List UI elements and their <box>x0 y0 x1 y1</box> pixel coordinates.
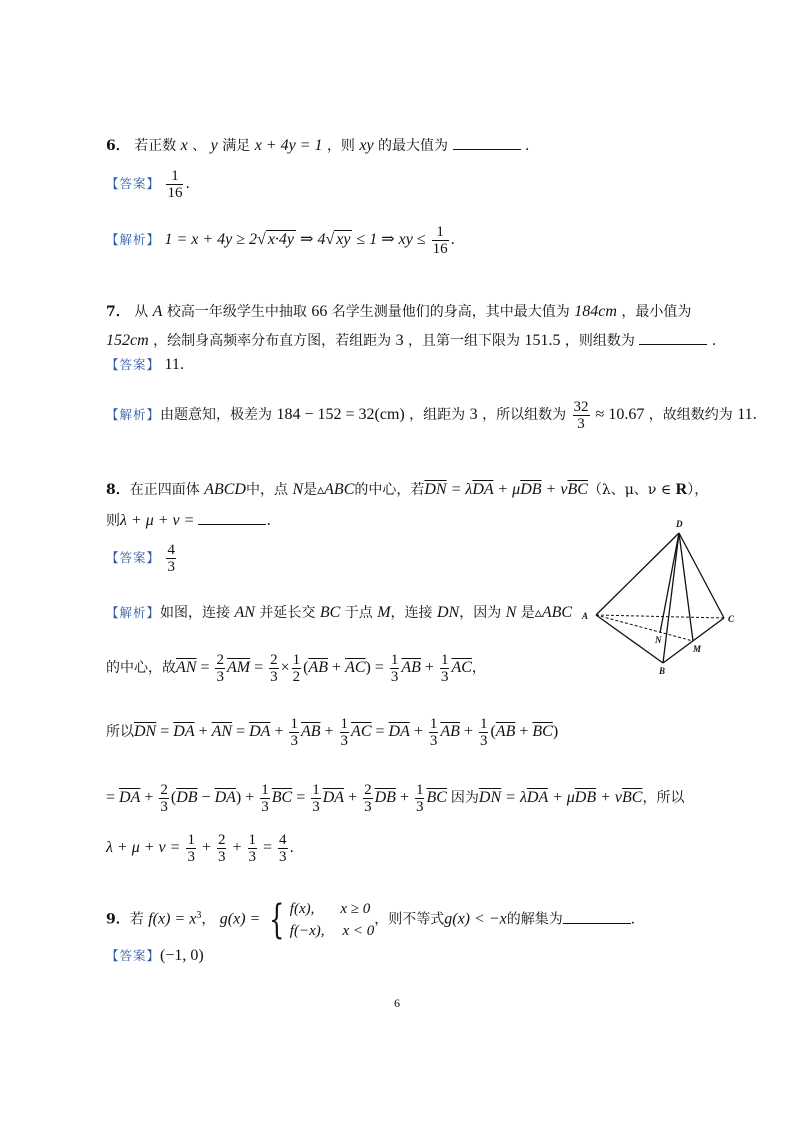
edge-dm <box>679 533 693 641</box>
fraction: $\frac{2}{3}$ <box>216 651 224 685</box>
fraction: $\frac{1}{3}$ <box>187 831 195 865</box>
q8-analysis-line2: 的中心，故$\overline{AN}$ = $\frac{2}{3}$ $\overline{AM}$ = $\frac{2}{3}$ × $\frac{1}{2}$ $(\overline{AB} + \overline{AC})$ = $\frac{1}{3}$ $\overline{AB}$ + $\frac{1}{3}$ $\overline{AC}$， <box>106 651 486 685</box>
fraction: $\frac{2}{3}$ <box>160 781 168 815</box>
edge-bc <box>663 618 724 663</box>
fraction: $\frac{1}{3}$ <box>248 831 257 865</box>
fraction: $\frac{32}{3}$ <box>573 398 589 432</box>
label-n: N <box>655 635 662 645</box>
edge-dn <box>660 533 679 633</box>
q7-stem-line1: 7． 从 A 校高一年级学生中抽取 66 名学生测量他们的身高，其中最大值为 184cm ，最小值为 <box>106 303 692 320</box>
answer-tag: 【答案】 <box>106 357 161 372</box>
q9-number: 9． <box>106 911 130 928</box>
label-b: B <box>659 666 666 676</box>
analysis-tag: 【解析】 <box>106 407 161 422</box>
fraction: $\frac{1}{2}$ <box>292 651 301 685</box>
q8-number: 8． <box>106 482 130 498</box>
label-a: A <box>582 611 589 621</box>
q6-answer-blank <box>453 135 521 150</box>
fraction: $\frac{2}{3}$ <box>270 651 278 685</box>
q6-answer: 【答案】 $\frac{1}{16}$ ． <box>106 167 200 201</box>
fraction: $\frac{4}{3}$ <box>167 541 175 575</box>
fraction: $\frac{1}{3}$ <box>261 781 269 815</box>
q6-number: 6． <box>106 138 130 154</box>
fraction: $\frac{1}{3}$ <box>390 651 399 685</box>
q8-analysis-line1: 【解析】如图，连接 AN 并延长交 BC 于点 M，连接 DN，因为 N 是▵ABC <box>106 604 573 621</box>
tetrahedron-figure <box>578 515 748 680</box>
answer-tag: 【答案】 <box>106 176 161 191</box>
q7-number: 7． <box>106 304 130 320</box>
edge-da <box>596 533 679 615</box>
fraction: $\frac{2}{3}$ <box>364 781 372 815</box>
fraction: $\frac{1}{3}$ <box>340 715 349 749</box>
q9-stem: 9．若 $f(x) = x^3$， g(x) = { f(x), x ≥ 0 f(−x), x < 0 ，则不等式g(x) < −x的解集为 ． <box>106 896 645 943</box>
fraction: $\frac{1}{3}$ <box>415 781 424 815</box>
edge-ab <box>596 615 663 663</box>
piecewise-cases: f(x), x ≥ 0 f(−x), x < 0 <box>289 900 375 939</box>
label-d: D <box>676 519 683 529</box>
edge-dc <box>679 533 724 618</box>
analysis-tag: 【解析】 <box>106 605 161 620</box>
q9-answer-blank <box>563 909 631 924</box>
median-am-hidden <box>596 615 693 641</box>
fraction: $\frac{1}{3}$ <box>440 651 449 685</box>
fraction: $\frac{4}{3}$ <box>279 831 287 865</box>
edge-ac-hidden <box>596 615 724 618</box>
fraction: $\frac{2}{3}$ <box>217 831 226 865</box>
page-number: 6 <box>394 996 400 1010</box>
fraction: $\frac{1}{3}$ <box>429 715 438 749</box>
q6-stem: 6． 若正数 x 、 y 满足 x + 4y = 1 ，则 xy 的最大值为 ． <box>106 137 539 154</box>
q8-stem-line2: 则λ + μ + ν = ． <box>106 512 281 529</box>
q7-stem-line2: 152cm ，绘制身高频率分布直方图，若组距为 3 ，且第一组下限为 151.5 ，则组数为 ． <box>106 332 726 349</box>
q8-analysis-line5: λ + μ + ν = $\frac{1}{3}$ + $\frac{2}{3}$ + $\frac{1}{3}$ = $\frac{4}{3}$ ． <box>106 831 304 865</box>
label-m: M <box>693 644 702 654</box>
edge-db <box>663 533 679 663</box>
q8-analysis-line4: = $\overline{DA}$ + $\frac{2}{3}$ $(\overline{DB} - \overline{DA})$ + $\frac{1}{3}$ $\overline{BC}$ = $\frac{1}{3}$ $\overline{DA}$ + $\frac{2}{3}$ $\overline{DB}$ + $\frac{1}{3}$ $\overline{BC}$ 因为$\overline{DN} = \lambda\overline{DA} + \mu\overline{DB} + \nu\overline{BC}$，所以 <box>106 781 685 815</box>
fraction: $\frac{1}{16}$ <box>167 167 183 201</box>
q7-answer-blank <box>639 330 707 345</box>
answer-tag: 【答案】 <box>106 948 161 963</box>
q8-stem-line1: 8．在正四面体 ABCD中，点 N是▵ABC的中心，若$\overline{DN} = \lambda\overline{DA} + \mu\overline{DB} + \nu\overline{BC}(\lambda$、μ、ν ∈ R）， <box>106 481 709 498</box>
q7-analysis: 【解析】由题意知，极差为 184 − 152 = 32(cm) ，组距为 3 ，所以组数为 $\frac{32}{3}$ ≈ 10.67 ，故组数约为 11． <box>106 398 767 432</box>
fraction: $\frac{1}{16}$ <box>432 223 448 257</box>
label-c: C <box>728 614 735 624</box>
fraction: $\frac{1}{3}$ <box>312 781 320 815</box>
q8-answer <box>106 538 178 578</box>
q6-analysis: 【解析】 1 = x + 4y ≥ 2√ x·4y ⇒ 4√ xy ≤ 1 ⇒ xy ≤ $\frac{1}{16}$ ． <box>106 223 465 257</box>
answer-tag: 【答案】 <box>106 550 161 565</box>
fraction: $\frac{1}{3}$ <box>479 715 488 749</box>
fraction: $\frac{1}{3}$ <box>290 715 298 749</box>
q7-answer: 【答案】 11． <box>106 356 194 373</box>
q9-answer: 【答案】(−1, 0) <box>106 947 204 964</box>
q8-answer-blank <box>198 510 266 525</box>
q8-analysis-line3: 所以$\overline{DN} = \overline{DA} + \overline{AN} = \overline{DA}$ + $\frac{1}{3}$ $\overline{AB}$ + $\frac{1}{3}$ $\overline{AC} = \overline{DA}$ + $\frac{1}{3}$ $\overline{AB}$ + $\frac{1}{3}$ $(\overline{AB} + \overline{BC})$ <box>106 715 559 749</box>
piecewise-brace: { <box>269 896 285 943</box>
analysis-tag: 【解析】 <box>106 232 161 247</box>
